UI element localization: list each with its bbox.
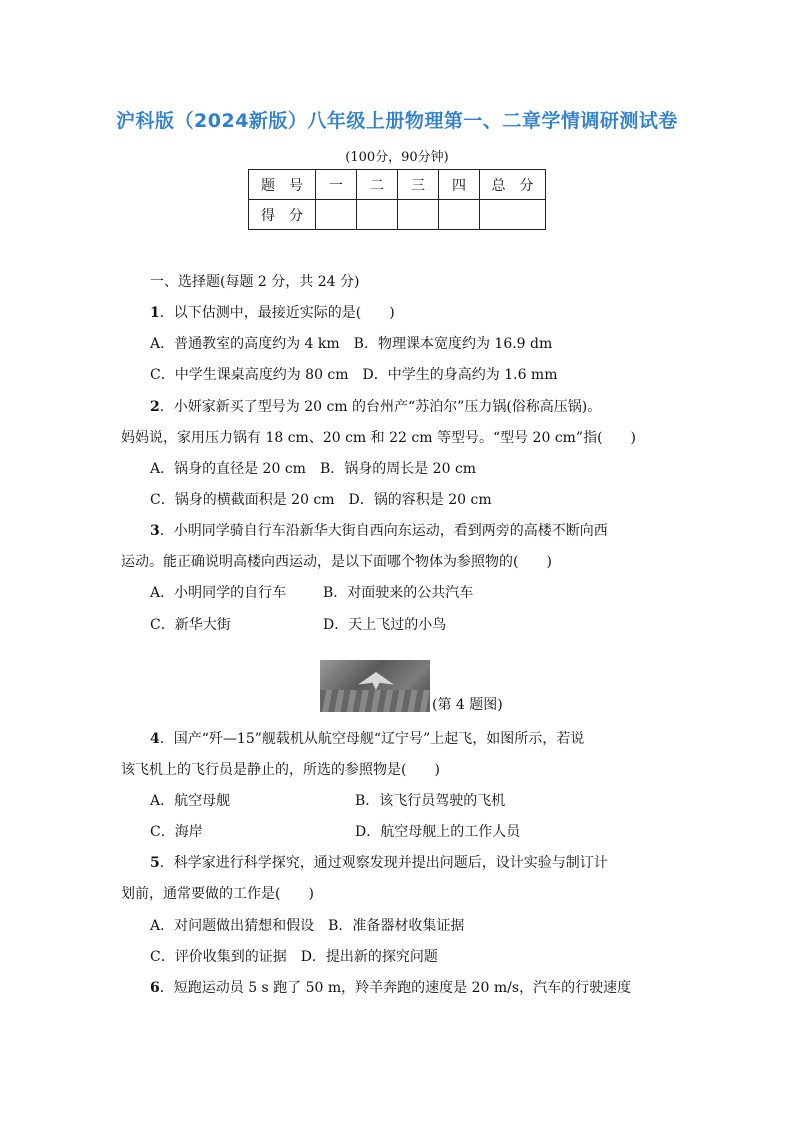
table-cell: 题 号 [249, 170, 316, 200]
score-cell [316, 200, 357, 230]
question-number: 1 [150, 305, 160, 321]
question-2-options-cd: C．锅身的横截面积是 20 cm D．锅的容积是 20 cm [150, 492, 492, 508]
table-cell: 一 [316, 170, 357, 200]
page-title: 沪科版（2024新版）八年级上册物理第一、二章学情调研测试卷 [116, 110, 678, 132]
option-d: D．航空母舰上的工作人员 [355, 824, 521, 840]
table-row [249, 170, 546, 200]
question-number: 4 [150, 731, 160, 747]
question-stem: ．以下估测中，最接近实际的是( ) [159, 305, 395, 321]
question-1-options-ab: A．普通教室的高度约为 4 km B．物理课本宽度约为 16.9 dm [150, 336, 553, 352]
table-cell: 总 分 [480, 170, 546, 200]
question-6 [150, 978, 631, 998]
question-number: 2 [150, 399, 160, 415]
question-2 [150, 397, 601, 417]
question-5-options-cd: C．评价收集到的证据 D．提出新的探究问题 [150, 949, 438, 965]
section-heading: 一、选择题(每题 2 分，共 24 分) [150, 274, 360, 290]
question-3-stem-cont: 运动。能正确说明高楼向西运动，是以下面哪个物体为参照物的( ) [121, 554, 552, 570]
score-table [248, 169, 546, 230]
score-cell [480, 200, 546, 230]
option-a: A．小明同学的自行车 [150, 585, 287, 601]
question-5-stem-cont: 划前，通常要做的工作是( ) [121, 886, 314, 902]
score-cell [398, 200, 439, 230]
question-5-options-ab: A．对问题做出猜想和假设 B．准备器材收集证据 [150, 918, 465, 934]
question-5 [150, 853, 608, 873]
jet-icon [358, 672, 394, 690]
question-stem: ．短跑运动员 5 s 跑了 50 m，羚羊奔跑的速度是 20 m/s，汽车的行驶速度 [159, 980, 632, 996]
question-stem: ．科学家进行科学探究，通过观察发现并提出问题后，设计实验与制订计 [159, 855, 608, 871]
question-stem: ．国产“歼—15”舰载机从航空母舰“辽宁号”上起飞，如图所示，若说 [159, 731, 585, 747]
option-c: C．海岸 [150, 824, 203, 840]
score-cell [357, 200, 398, 230]
exam-info: (100分，90分钟) [345, 150, 449, 165]
question-number: 5 [150, 855, 160, 871]
table-cell: 二 [357, 170, 398, 200]
table-cell: 四 [439, 170, 480, 200]
question-number: 3 [150, 523, 160, 539]
option-c: C．新华大街 [150, 617, 231, 633]
option-d: D．天上飞过的小鸟 [323, 617, 447, 633]
table-cell: 得 分 [249, 200, 316, 230]
question-number: 6 [150, 980, 160, 996]
question-1-options-cd: C．中学生课桌高度约为 80 cm D．中学生的身高约为 1.6 mm [150, 367, 558, 383]
table-cell: 三 [398, 170, 439, 200]
carrier-deck [320, 690, 430, 712]
option-a: A．航空母舰 [150, 793, 231, 809]
question-stem: ．小明同学骑自行车沿新华大街自西向东运动，看到两旁的高楼不断向西 [159, 523, 608, 539]
question-4 [150, 729, 584, 749]
option-b: B．该飞行员驾驶的飞机 [355, 793, 506, 809]
figure-caption: (第 4 题图) [432, 697, 503, 713]
question-2-options-ab: A．锅身的直径是 20 cm B．锅身的周长是 20 cm [150, 461, 477, 477]
table-row [249, 200, 546, 230]
question-4-stem-cont: 该飞机上的飞行员是静止的，所选的参照物是( ) [121, 762, 440, 778]
question-1 [150, 303, 395, 323]
option-b: B．对面驶来的公共汽车 [323, 585, 474, 601]
question-stem: ．小妍家新买了型号为 20 cm 的台州产“苏泊尔”压力锅(俗称高压锅)。 [159, 399, 602, 415]
question-2-stem-cont: 妈妈说，家用压力锅有 18 cm、20 cm 和 22 cm 等型号。“型号 20 cm”指( ) [121, 430, 637, 446]
question-3 [150, 521, 608, 541]
score-cell [439, 200, 480, 230]
jet-figure-image [320, 660, 430, 712]
